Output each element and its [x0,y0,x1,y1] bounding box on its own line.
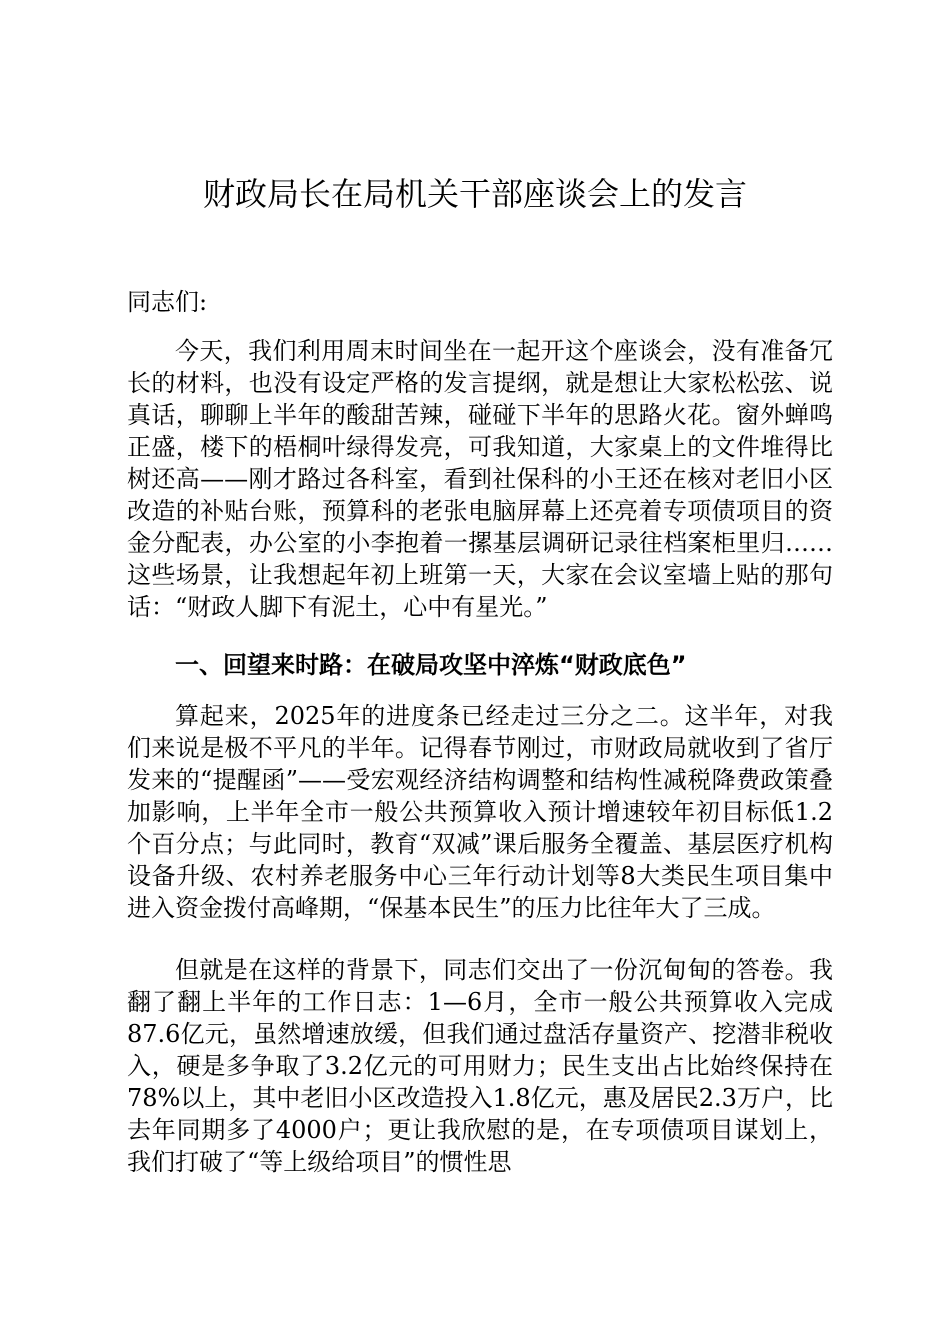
paragraph-review: 算起来，2025年的进度条已经走过三分之二。这半年，对我们来说是极不平凡的半年。记得春节刚过，市财政局就收到了省厅发来的“提醒函”——受宏观经济结构调整和结构性减税降费政策叠加影响，上半年全市一般公共预算收入预计增速较年初目标低1.2个百分点；与此同时，教育“双减”课后服务全覆盖、基层医疗机构设备升级、农村养老服务中心三年行动计划等8大类民生项目集中进入资金拨付高峰期，“保基本民生”的压力比往年大了三成。 [127,702,833,922]
paragraph-opening: 今天，我们利用周末时间坐在一起开这个座谈会，没有准备冗长的材料，也没有设定严格的发言提纲，就是想让大家松松弦、说真话，聊聊上半年的酸甜苦辣，碰碰下半年的思路火花。窗外蝉鸣正盛，楼下的梧桐叶绿得发亮，可我知道，大家桌上的文件堆得比树还高——刚才路过各科室，看到社保科的小王还在核对老旧小区改造的补贴台账，预算科的老张电脑屏幕上还亮着专项债项目的资金分配表，办公室的小李抱着一摞基层调研记录往档案柜里归……这些场景，让我想起年初上班第一天，大家在会议室墙上贴的那句话：“财政人脚下有泥土，心中有星光。” [127,337,833,621]
document-title: 财政局长在局机关干部座谈会上的发言 [202,175,747,213]
section-heading-1: 一、回望来时路：在破局攻坚中淬炼“财政底色” [175,651,687,679]
paragraph-achievements: 但就是在这样的背景下，同志们交出了一份沉甸甸的答卷。我翻了翻上半年的工作日志：1—6月，全市一般公共预算收入完成87.6亿元，虽然增速放缓，但我们通过盘活存量资产、挖潜非税收入，硬是多争取了3.2亿元的可用财力；民生支出占比始终保持在78%以上，其中老旧小区改造投入1.8亿元，惠及居民2.3万户，比去年同期多了4000户；更让我欣慰的是，在专项债项目谋划上，我们打破了“等上级给项目”的惯性思 [127,956,833,1176]
salutation: 同志们: [127,288,208,316]
